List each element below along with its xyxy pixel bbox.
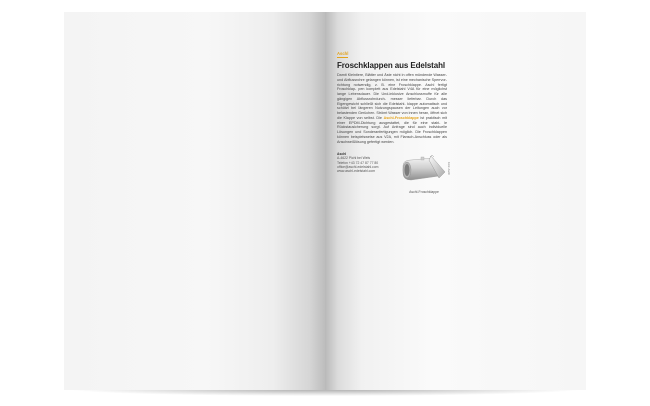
body-line: heran, öffnet sich die Klappe von selbst. Die [337,111,447,120]
body-line: pen komplett aus Edelstahl V4A für eine möglichst lange Lebensdauer. [337,87,447,96]
right-page [325,12,586,390]
body-line: und Abflussrohre gelangen können, ist eine mechanische Sperrvor- [337,77,447,82]
contact-email: office@aschl-edelstahl.com [337,164,379,169]
contact-address: A-4622 Pichl bei Wels [337,156,371,161]
body-line: richtung notwendig, z. B. eine Froschklappe. Aschl fertigt Froschklap- [337,82,447,92]
body-line: Leitungen auch vor belastenden Gerüchen. Strömt Wasser von innen [337,106,447,115]
contact-company: Aschl [337,152,347,156]
article-body [337,73,447,144]
left-page [64,12,325,390]
body-line: praktisch mit einer EPDM-Dichtung ausgestattet, die für eine stabi- [337,115,447,125]
contact-phone: Telefon +43 72 47 87 77 80 [337,160,379,165]
body-line: aus V2A, mit Flansch-Anschluss oder als Anschweißlösung gefertigt [337,134,447,144]
body-line: und Sonderanfertigungen möglich. Die Froschklappen können beispielsweise [337,130,447,139]
froschklappe-illustration [399,152,449,188]
body-line: Die Und-inklusive Anschlussmuffe für alle gängigen Abflussrohrdurch- [337,92,447,101]
body-line: ist [420,115,425,120]
body-line: messer lieferbar. Durch das Eigengewicht schließt sich die Edelstahl- [337,96,447,106]
body-line: le Rückstausicherung sorgt. Auf Anfrage sind auch individuelle Lösungen [337,120,447,134]
contact-web: www.aschl-edelstahl.com [337,169,376,174]
article-title: Froschklappen aus Edelstahl [337,61,445,70]
body-line: Damit Kleintiere, Blätter und Äste nicht in offen mündende Wasser- [337,73,447,77]
contact-block [337,152,397,173]
photo-credit: Foto: Aschl [447,162,450,175]
magazine-spread [64,12,586,390]
body-line: klappe automatisch und schützt bei längeren Nutzungspausen der [337,101,447,111]
product-image [399,152,449,188]
product-highlight: Aschl-Froschklappe [383,115,419,120]
article [337,42,447,144]
figure-caption: Aschl-Froschklappe [409,190,439,194]
body-line: werden. [381,139,395,144]
article-category: Aschl [337,51,349,56]
